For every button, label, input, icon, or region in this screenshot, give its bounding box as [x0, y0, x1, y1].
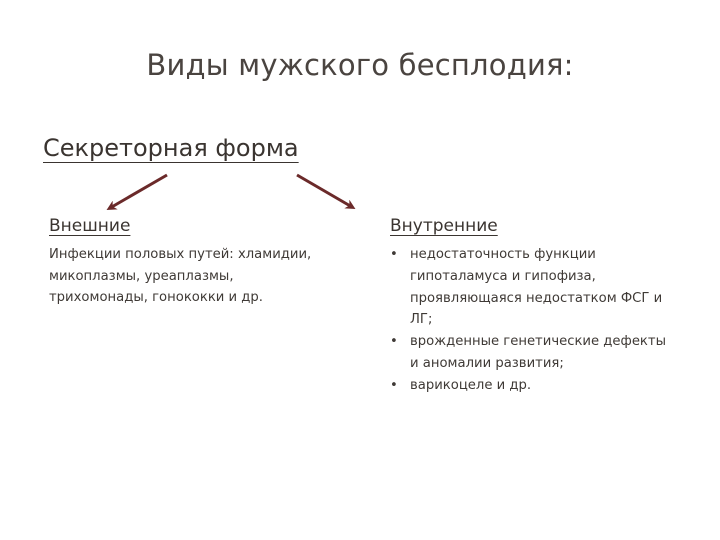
bullet-icon: • [390, 377, 398, 393]
bullet-icon: • [390, 247, 398, 262]
list-item [390, 331, 670, 375]
bullet-icon: • [390, 334, 398, 350]
right-list [390, 244, 670, 397]
list-item [390, 244, 670, 331]
arrow-right [297, 175, 352, 207]
arrow-left [110, 175, 167, 208]
left-text: Инфекции половых путей: хламидии, микоплазмы, уреаплазмы, трихомонады, гонококки и др. [49, 247, 312, 305]
list-item-text: варикоцеле и др. [410, 377, 532, 393]
slide-title: Виды мужского бесплодия: [146, 48, 574, 82]
list-item-text: врожденные генетические дефекты и аномалии развития; [410, 334, 666, 371]
left-heading: Внешние [49, 216, 131, 236]
list-item [390, 375, 670, 397]
list-item-text: недостаточность функции гипоталамуса и гипофиза, проявляющаяся недостатком ФСГ и ЛГ; [410, 247, 663, 328]
right-heading: Внутренние [390, 216, 498, 236]
slide-subtitle: Секреторная форма [43, 134, 299, 162]
